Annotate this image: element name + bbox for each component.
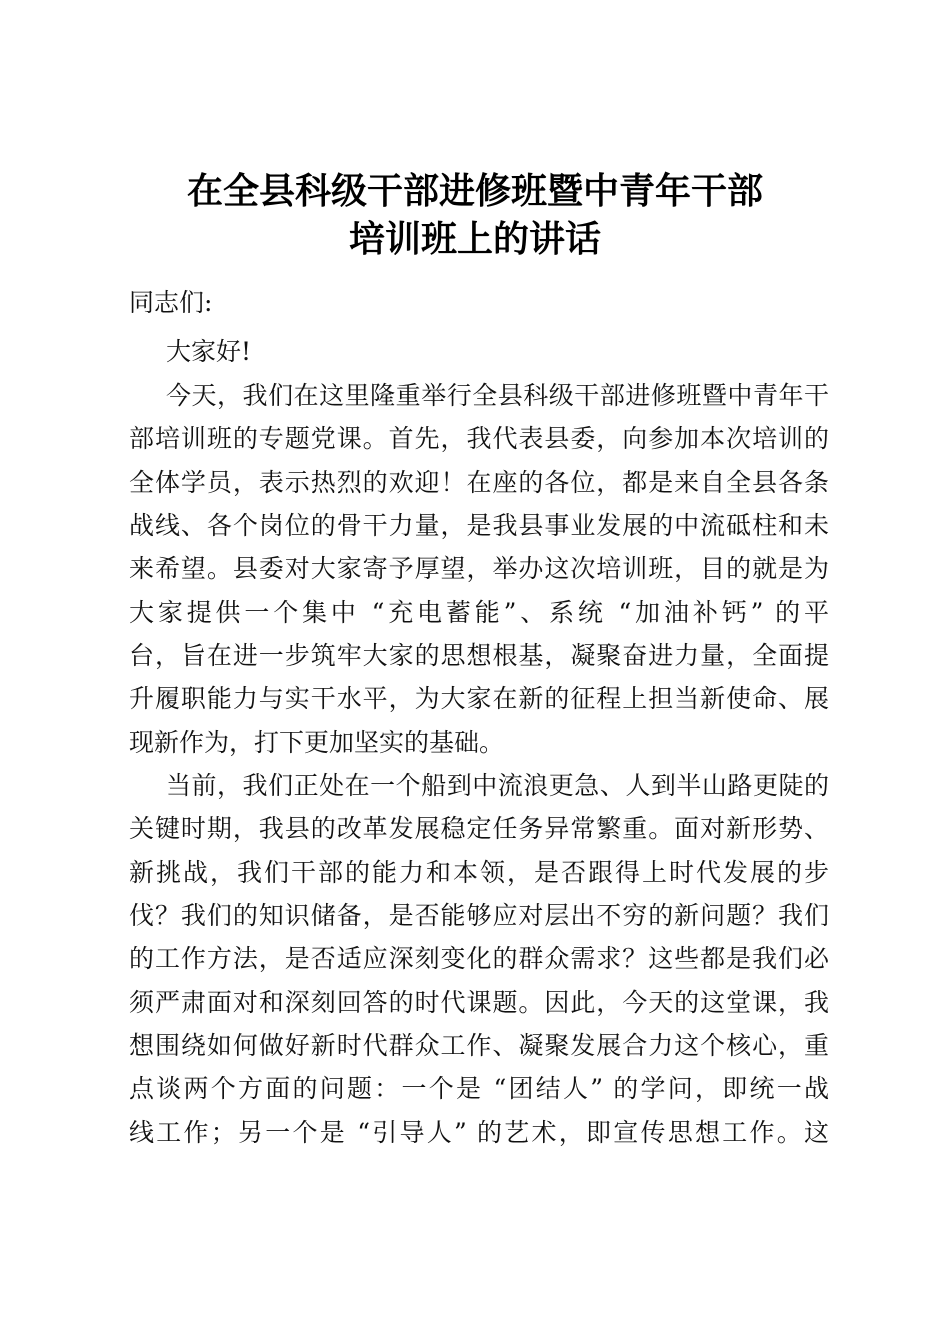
body-line: 升履职能力与实干水平，为大家在新的征程上担当新使命、展: [129, 684, 829, 713]
body-line: 全体学员，表示热烈的欢迎！在座的各位，都是来自全县各条: [129, 468, 829, 497]
body-line: 战线、各个岗位的骨干力量，是我县事业发展的中流砥柱和未: [129, 511, 829, 540]
body-line: 线工作；另一个是 “引导人” 的艺术，即宣传思想工作。这: [129, 1118, 829, 1147]
body-line: 点谈两个方面的问题：一个是 “团结人” 的学问，即统一战: [129, 1074, 829, 1103]
body-line: 来希望。县委对大家寄予厚望，举办这次培训班，目的就是为: [129, 554, 829, 583]
salutation: 同志们:: [129, 288, 213, 317]
body-line: 须严肃面对和深刻回答的时代课题。因此，今天的这堂课，我: [129, 988, 829, 1017]
body-line: 新挑战，我们干部的能力和本领，是否跟得上时代发展的步: [129, 858, 829, 887]
body-line: 部培训班的专题党课。首先，我代表县委，向参加本次培训的: [129, 424, 829, 453]
document-title-line-2: 培训班上的讲话: [348, 219, 601, 260]
body-line: 关键时期，我县的改革发展稳定任务异常繁重。面对新形势、: [129, 814, 829, 843]
body-line: 台，旨在进一步筑牢大家的思想根基，凝聚奋进力量，全面提: [129, 641, 829, 670]
body-line: 想围绕如何做好新时代群众工作、凝聚发展合力这个核心，重: [129, 1031, 829, 1060]
body-line: 今天，我们在这里隆重举行全县科级干部进修班暨中青年干: [166, 381, 829, 410]
body-line: 大家提供一个集中 “充电蓄能”、系统 “加油补钙” 的平: [129, 598, 829, 627]
body-line: 伐？我们的知识储备，是否能够应对层出不穷的新问题？我们: [129, 901, 829, 930]
document-title-line-1: 在全县科级干部进修班暨中青年干部: [186, 171, 763, 212]
greeting: 大家好!: [166, 337, 252, 366]
body-line: 的工作方法，是否适应深刻变化的群众需求？这些都是我们必: [129, 944, 829, 973]
body-line: 现新作为，打下更加坚实的基础。: [129, 728, 505, 757]
body-line: 当前，我们正处在一个船到中流浪更急、人到半山路更陡的: [166, 771, 829, 800]
